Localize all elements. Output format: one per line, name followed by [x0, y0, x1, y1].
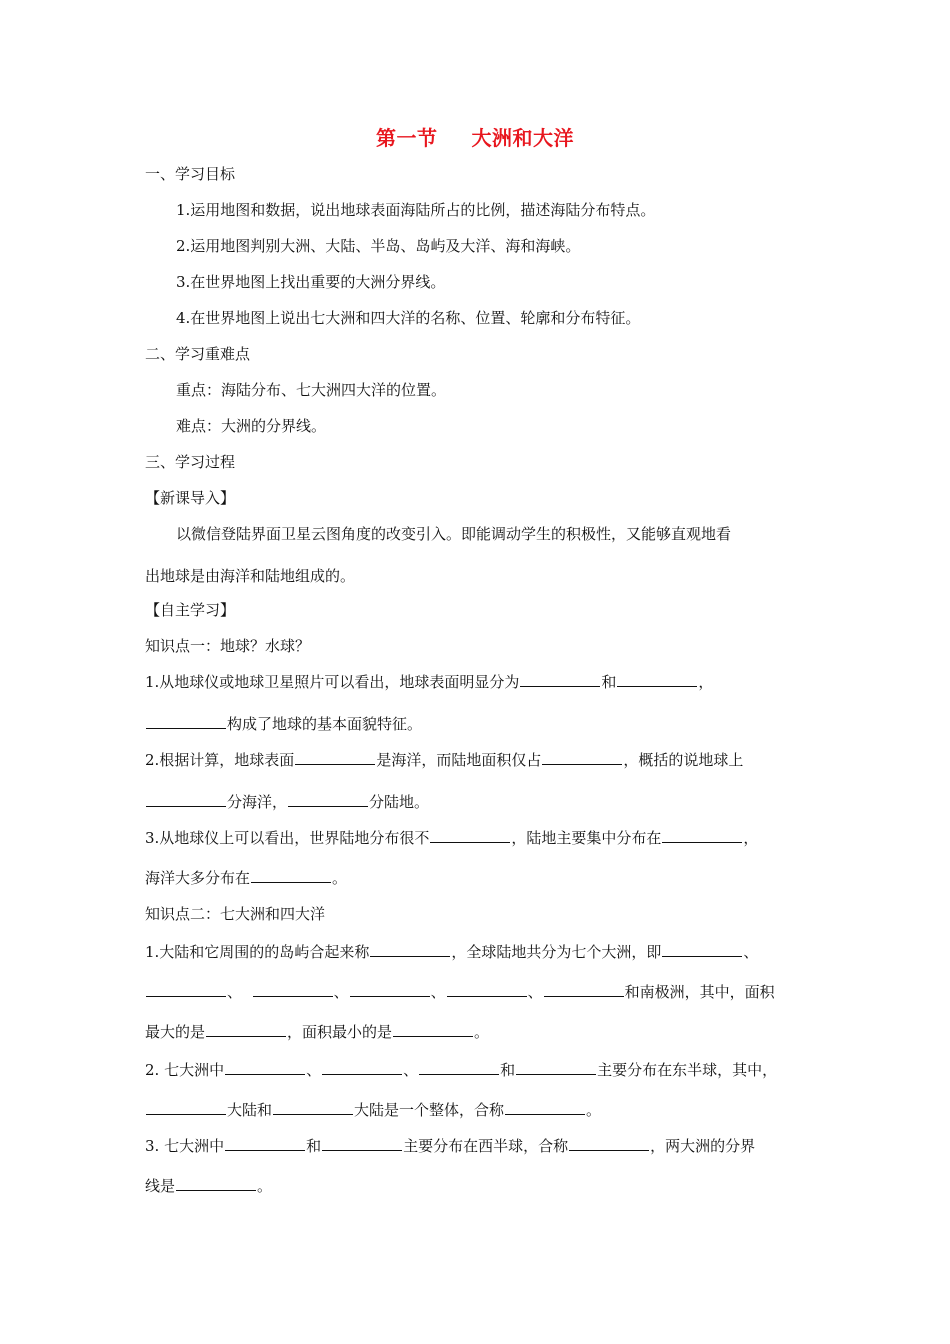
knowledge-point-heading: 知识点一：地球？水球？	[145, 637, 311, 655]
question-line: 2.根据计算，地球表面 是海洋，而陆地面积仅占 ，概括的说地球上	[145, 751, 744, 769]
answer-blank[interactable]	[662, 942, 742, 957]
knowledge-point-heading: 知识点二：七大洲和四大洋	[145, 905, 326, 923]
answer-blank[interactable]	[516, 1060, 596, 1075]
answer-blank[interactable]	[505, 1100, 585, 1115]
question-line: 海洋大多分布在 。	[145, 869, 348, 887]
goal-item: 2.运用地图判别大洲、大陆、半岛、岛屿及大洋、海和海峡。	[176, 237, 581, 255]
answer-blank[interactable]	[542, 750, 622, 765]
section-heading-goals: 一、学习目标	[145, 165, 236, 183]
answer-blank[interactable]	[370, 942, 450, 957]
answer-blank[interactable]	[322, 1060, 402, 1075]
goal-item: 1.运用地图和数据，说出地球表面海陆所占的比例，描述海陆分布特点。	[176, 201, 656, 219]
question-line: 1.大陆和它周围的的岛屿合起来称 ，全球陆地共分为七个大洲，即 、	[145, 943, 759, 961]
answer-blank[interactable]	[322, 1136, 402, 1151]
answer-blank[interactable]	[251, 868, 331, 883]
answer-blank[interactable]	[206, 1022, 286, 1037]
question-line: 2. 七大洲中 、 、 和 主要分布在东半球，其中，	[145, 1061, 778, 1079]
section-heading-key-points: 二、学习重难点	[145, 345, 251, 363]
intro-tag: 【新课导入】	[145, 489, 236, 507]
answer-blank[interactable]	[520, 672, 600, 687]
page-title	[0, 122, 950, 151]
title-topic: 大洲和大洋	[471, 126, 574, 150]
question-line: 线是 。	[145, 1177, 273, 1195]
question-line: 分海洋， 分陆地。	[145, 792, 429, 812]
answer-blank[interactable]	[569, 1136, 649, 1151]
question-line: 大陆和 大陆是一个整体，合称 。	[145, 1100, 601, 1120]
question-line: 1.从地球仪或地球卫星照片可以看出，地球表面明显分为 和 ，	[145, 673, 714, 691]
answer-blank[interactable]	[146, 982, 226, 997]
key-point-text: 重点：海陆分布、七大洲四大洋的位置。	[176, 381, 447, 399]
answer-blank[interactable]	[146, 714, 226, 729]
question-line: 3. 七大洲中 和 主要分布在西半球，合称 ，两大洲的分界	[145, 1137, 756, 1155]
answer-blank[interactable]	[225, 1060, 305, 1075]
answer-blank[interactable]	[295, 750, 375, 765]
intro-paragraph-line: 出地球是由海洋和陆地组成的。	[145, 567, 356, 585]
answer-blank[interactable]	[617, 672, 697, 687]
answer-blank[interactable]	[419, 1060, 499, 1075]
answer-blank[interactable]	[350, 982, 430, 997]
answer-blank[interactable]	[544, 982, 624, 997]
question-line: 构成了地球的基本面貌特征。	[145, 714, 422, 734]
answer-blank[interactable]	[393, 1022, 473, 1037]
self-study-tag: 【自主学习】	[145, 601, 236, 619]
question-line: 3.从地球仪上可以看出，世界陆地分布很不 ，陆地主要集中分布在 ，	[145, 829, 759, 847]
question-line: 、 、 、 、 和南极洲，其中，面积	[145, 982, 775, 1002]
section-heading-process: 三、学习过程	[145, 453, 236, 471]
intro-paragraph-line: 以微信登陆界面卫星云图角度的改变引入。即能调动学生的积极性，又能够直观地看	[176, 525, 732, 543]
answer-blank[interactable]	[176, 1176, 256, 1191]
goal-item: 4.在世界地图上说出七大洲和四大洋的名称、位置、轮廓和分布特征。	[176, 309, 641, 327]
goal-item: 3.在世界地图上找出重要的大洲分界线。	[176, 273, 446, 291]
answer-blank[interactable]	[447, 982, 527, 997]
answer-blank[interactable]	[430, 828, 510, 843]
difficult-point-text: 难点：大洲的分界线。	[176, 417, 327, 435]
answer-blank[interactable]	[273, 1100, 353, 1115]
answer-blank[interactable]	[146, 792, 226, 807]
answer-blank[interactable]	[225, 1136, 305, 1151]
title-section-number: 第一节	[376, 126, 438, 150]
answer-blank[interactable]	[253, 982, 333, 997]
answer-blank[interactable]	[662, 828, 742, 843]
answer-blank[interactable]	[288, 792, 368, 807]
answer-blank[interactable]	[146, 1100, 226, 1115]
question-line: 最大的是 ，面积最小的是 。	[145, 1023, 490, 1041]
